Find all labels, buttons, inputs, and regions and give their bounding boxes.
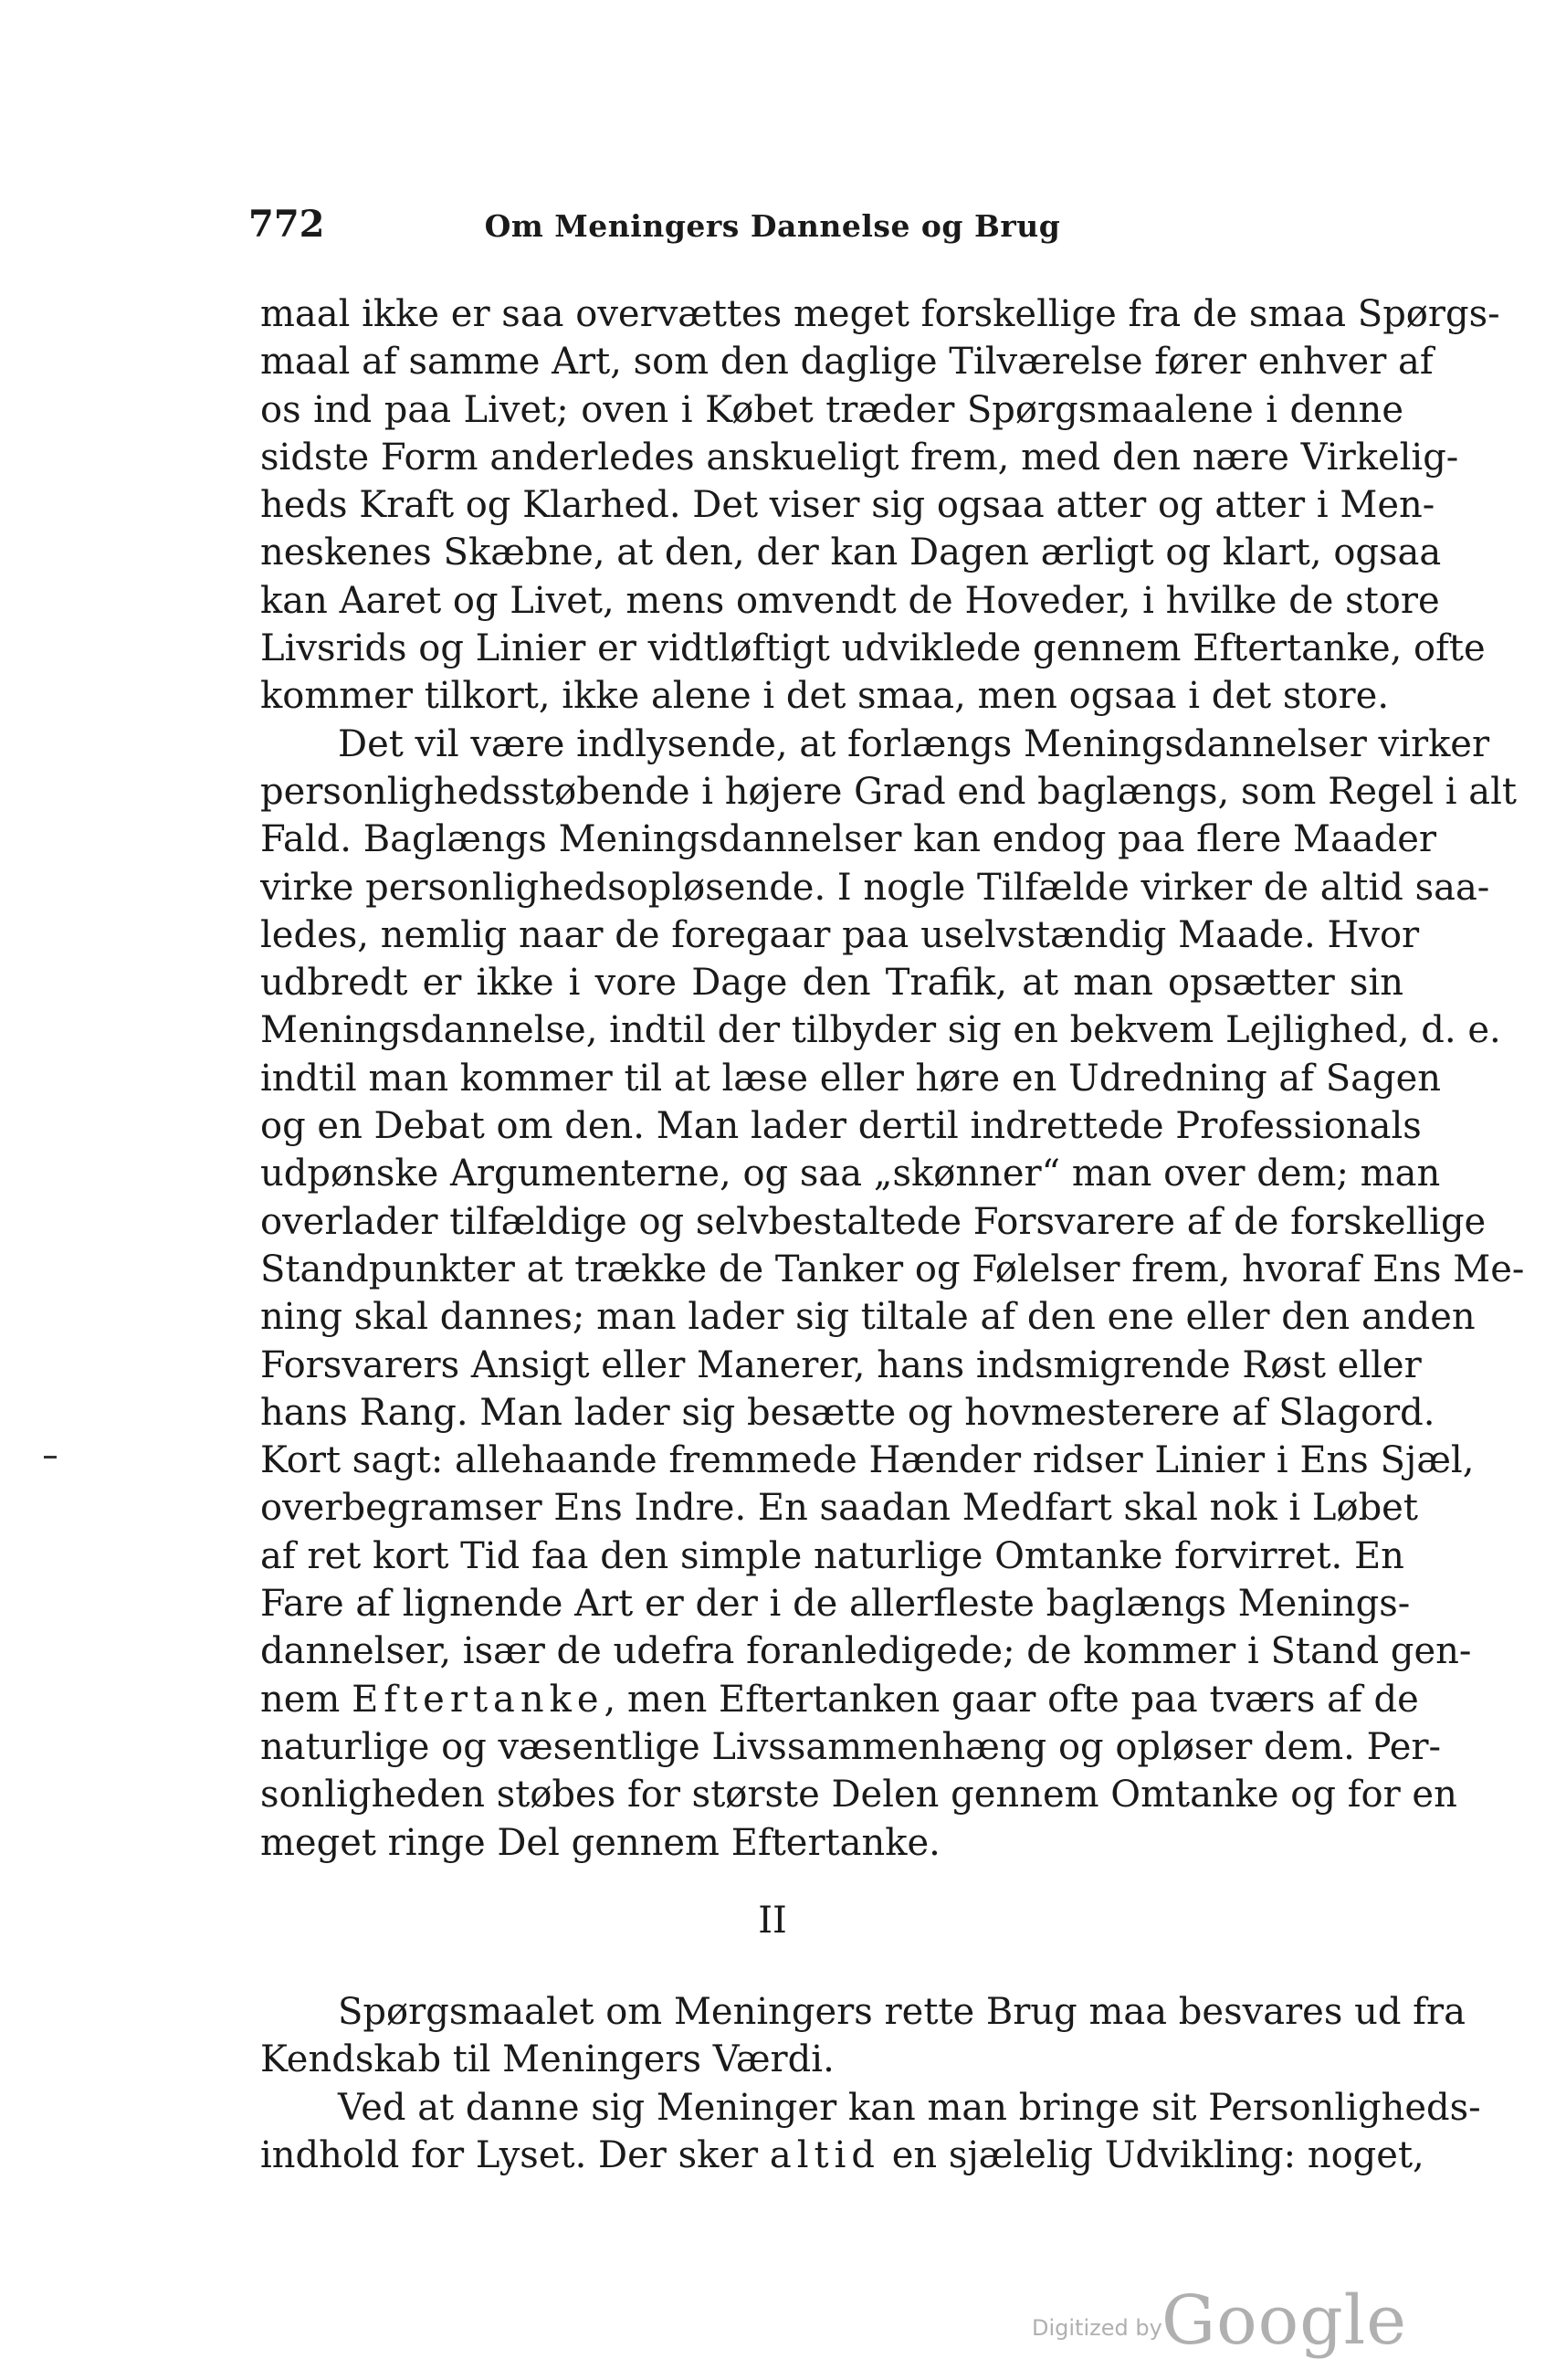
text-line: ning skal dannes; man lader sig tiltale af den ene eller den anden <box>260 1296 1476 1339</box>
text-line: maal af samme Art, som den daglige Tilværelse fører enhver af <box>260 341 1434 384</box>
text-line: maal ikke er saa overvættes meget forskellige fra de smaa Spørgs- <box>260 293 1500 335</box>
text-line: Meningsdannelse, indtil der tilbyder sig en bekvem Lejlighed, d. e. <box>260 1009 1501 1052</box>
body-text-upper <box>260 290 1525 1867</box>
text-line: overlader tilfældige og selvbestaltede Forsvarere af de forskellige <box>260 1200 1487 1243</box>
text-line-emphasis <box>260 2132 1424 2179</box>
text-line: virke personlighedsopløsende. I nogle Tilfælde virker de altid saa- <box>260 866 1490 909</box>
page-number: 772 <box>248 203 325 246</box>
text-line: ledes, nemlig naar de foregaar paa uselvstændig Maade. Hvor <box>260 913 1420 956</box>
text-line: Fare af lignende Art er der i de allerfleste baglængs Menings- <box>260 1583 1411 1626</box>
text-line: Ved at danne sig Meninger kan man bringe sit Personligheds- <box>338 2086 1481 2129</box>
text-line: Kort sagt: allehaande fremmede Hænder ridser Linier i Ens Sjæl, <box>260 1439 1475 1482</box>
text-line: hans Rang. Man lader sig besætte og hovmesterere af Slagord. <box>260 1391 1435 1434</box>
text-line: Standpunkter at trække de Tanker og Følelser frem, hvoraf Ens Me- <box>260 1248 1525 1290</box>
google-watermark: Google <box>1161 2281 1408 2360</box>
text-line: af ret kort Tid faa den simple naturlige Omtanke forvirret. En <box>260 1534 1404 1577</box>
spaced-emphasis: Eftertanke <box>352 1678 604 1721</box>
text-line: neskenes Skæbne, at den, der kan Dagen ærligt og klart, ogsaa <box>260 532 1442 574</box>
text-line: indtil man kommer til at læse eller høre en Udredning af Sagen <box>260 1057 1442 1100</box>
text-line: Kendskab til Meningers Værdi. <box>260 2038 835 2081</box>
text-line: sonligheden støbes for største Delen gennem Omtanke og for en <box>260 1774 1457 1817</box>
text-fragment: en sjælelig Udvikling: noget, <box>879 2133 1424 2176</box>
text-line: meget ringe Del gennem Eftertanke. <box>260 1821 941 1864</box>
text-fragment: indhold for Lyset. Der sker <box>260 2133 770 2176</box>
text-line: udbredt er ikke i vore Dage den Trafik, at man opsætter sin <box>260 962 1403 1005</box>
text-line: Spørgsmaalet om Meningers rette Brug maa besvares ud fra <box>338 1991 1466 2033</box>
text-line: Livsrids og Linier er vidtløftigt udviklede gennem Eftertanke, ofte <box>260 627 1486 670</box>
text-line: os ind paa Livet; oven i Købet træder Spørgsmaalene i denne <box>260 388 1403 431</box>
text-line: sidste Form anderledes anskueligt frem, med den nære Virkelig- <box>260 436 1459 479</box>
text-line: naturlige og væsentlige Livssammenhæng og opløser dem. Per- <box>260 1725 1442 1768</box>
text-line: personlighedsstøbende i højere Grad end baglængs, som Regel i alt <box>260 770 1517 813</box>
digitized-by-label: Digitized by <box>1032 2315 1162 2341</box>
section-heading: II <box>758 1900 787 1942</box>
running-title: Om Meningers Dannelse og Brug <box>484 208 1061 244</box>
text-line: kan Aaret og Livet, mens omvendt de Hoveder, i hvilke de store <box>260 579 1440 622</box>
text-line: heds Kraft og Klarhed. Det viser sig ogsaa atter og atter i Men- <box>260 484 1435 527</box>
text-line: Forsvarers Ansigt eller Manerer, hans indsmigrende Røst eller <box>260 1343 1422 1386</box>
text-line: og en Debat om den. Man lader dertil indrettede Professionals <box>260 1105 1422 1148</box>
text-line: kommer tilkort, ikke alene i det smaa, men ogsaa i det store. <box>260 675 1390 718</box>
text-fragment: nem <box>260 1678 352 1721</box>
text-line: Det vil være indlysende, at forlængs Meningsdannelser virker <box>338 722 1490 765</box>
margin-mark <box>44 1456 57 1459</box>
text-line: Fald. Baglængs Meningsdannelser kan endog paa flere Maader <box>260 818 1437 861</box>
body-text-lower <box>260 1988 1481 2179</box>
text-line: udpønske Argumenterne, og saa „skønner“ man over dem; man <box>260 1153 1441 1195</box>
spaced-emphasis: altid <box>769 2133 880 2176</box>
text-fragment: , men Eftertanken gaar ofte paa tværs af de <box>604 1678 1419 1721</box>
text-line: dannelser, især de udefra foranledigede; de kommer i Stand gen- <box>260 1630 1472 1673</box>
text-line: overbegramser Ens Indre. En saadan Medfart skal nok i Løbet <box>260 1487 1418 1530</box>
text-line-emphasis <box>260 1676 1419 1723</box>
